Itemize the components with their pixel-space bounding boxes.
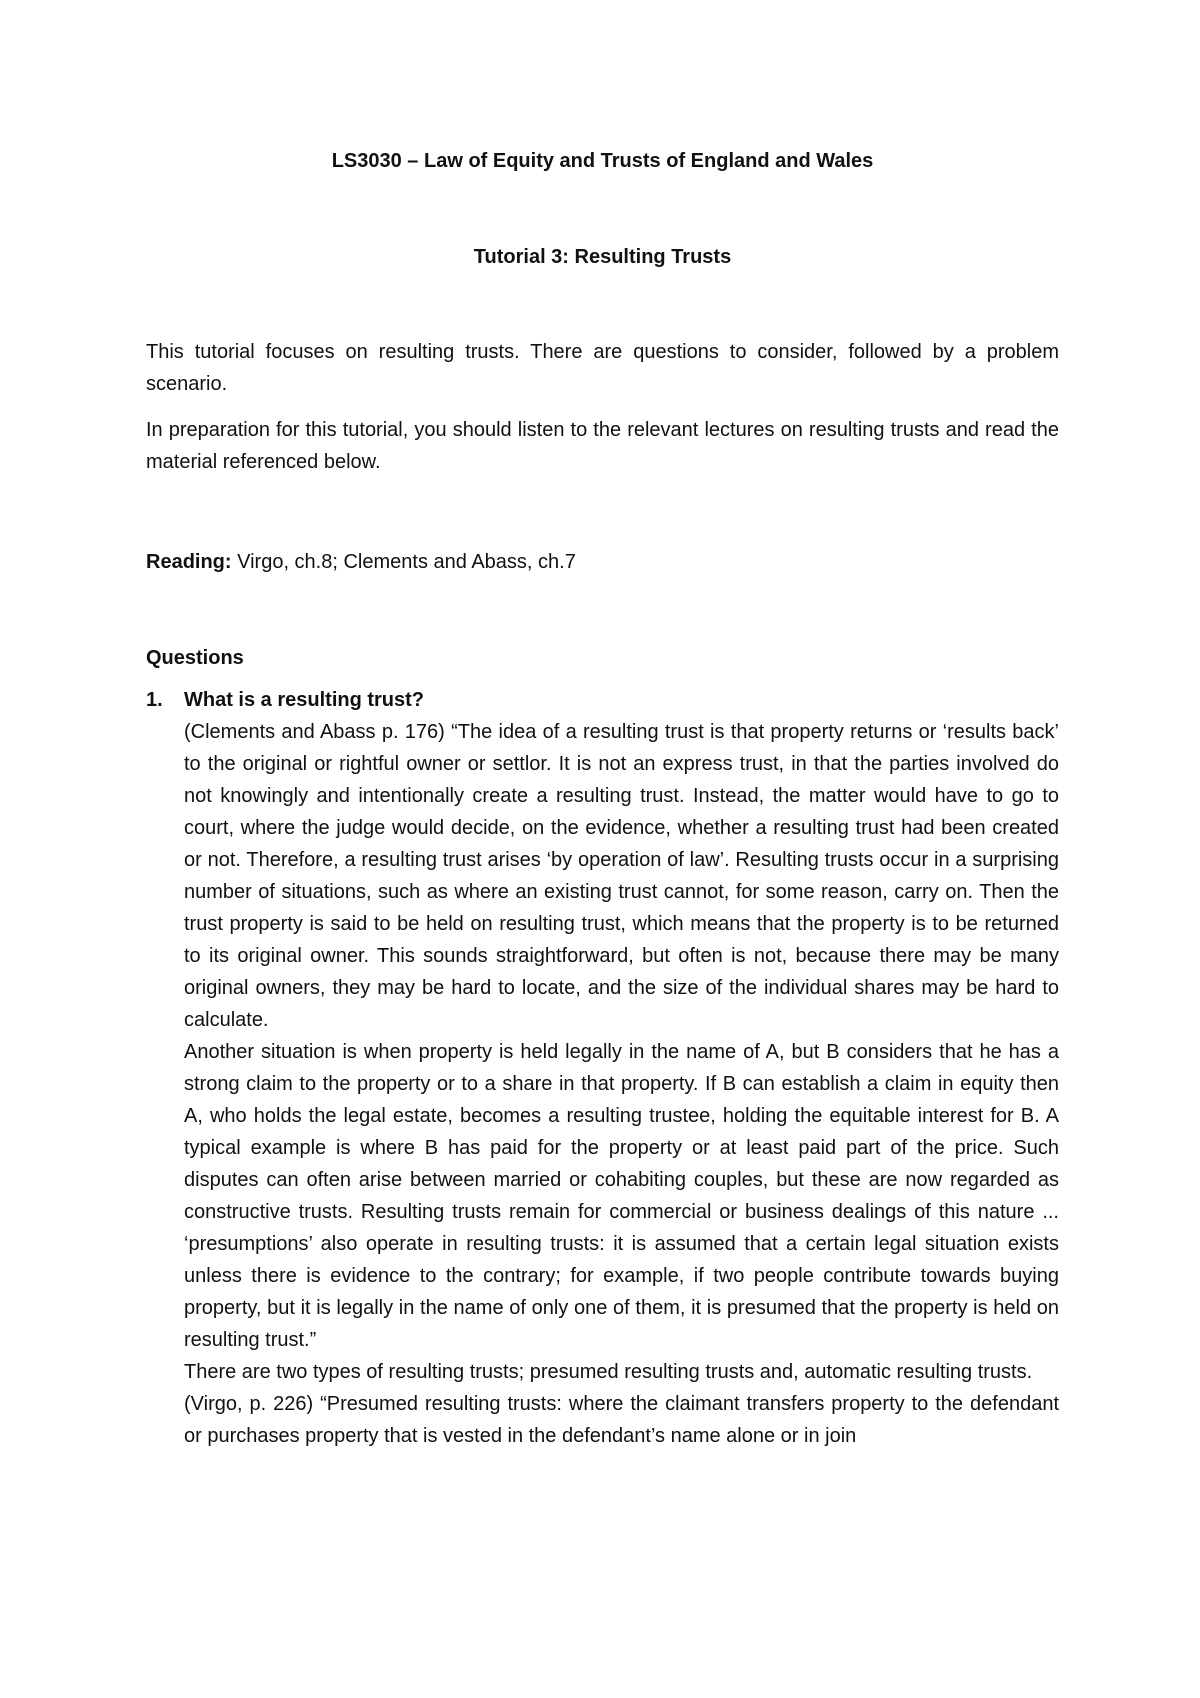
question-text: What is a resulting trust? (184, 689, 425, 711)
questions-list (146, 684, 1059, 1452)
reading-text: Virgo, ch.8; Clements and Abass, ch.7 (231, 551, 576, 573)
question-number: 1. (146, 689, 163, 711)
reading-label: Reading: (146, 551, 232, 573)
answer-paragraph: There are two types of resulting trusts; presumed resulting trusts and, automatic resulting trusts. (184, 1361, 1033, 1383)
reading-line (146, 546, 1059, 578)
questions-heading: Questions (146, 647, 244, 669)
question-item (146, 684, 1059, 1452)
intro-paragraph: In preparation for this tutorial, you should listen to the relevant lectures on resulting trusts and read the material referenced below. (146, 419, 1059, 473)
intro-paragraph: This tutorial focuses on resulting trusts. There are questions to consider, followed by a problem scenario. (146, 341, 1059, 395)
document-title: LS3030 – Law of Equity and Trusts of England and Wales (331, 150, 874, 172)
document-content (146, 146, 1059, 1452)
answer-paragraph: (Virgo, p. 226) “Presumed resulting trusts: where the claimant transfers property to the defendant or purchases property that is vested in the defendant’s name alone or in join (184, 1393, 1059, 1447)
question-answer (184, 716, 1059, 1452)
document-subtitle: Tutorial 3: Resulting Trusts (473, 246, 732, 268)
answer-paragraph: Another situation is when property is held legally in the name of A, but B considers that he has a strong claim to the property or to a share in that property. If B can establish a claim in equity then A, who holds the legal estate, becomes a resulting trustee, holding the equitable interest for B. A typical example is where B has paid for the property or at least paid part of the price. Such disputes can often arise between married or cohabiting couples, but these are now regarded as constructive trusts. Resulting trusts remain for commercial or business dealings of this nature ... ‘presumptions’ also operate in resulting trusts: it is assumed that a certain legal situation exists unless there is evidence to the contrary; for example, if two people contribute towards buying property, but it is legally in the name of only one of them, it is presumed that the property is held on resulting trust.” (184, 1041, 1059, 1351)
answer-paragraph: (Clements and Abass p. 176) “The idea of a resulting trust is that property returns or ‘results back’ to the original or rightful owner or settlor. It is not an express trust, in that the parties involved do not knowingly and intentionally create a resulting trust. Instead, the matter would have to go to court, where the judge would decide, on the evidence, whether a resulting trust had been created or not. Therefore, a resulting trust arises ‘by operation of law’. Resulting trusts occur in a surprising number of situations, such as where an existing trust cannot, for some reason, carry on. Then the trust property is said to be held on resulting trust, which means that the property is to be returned to its original owner. This sounds straightforward, but often is not, because there may be many original owners, they may be hard to locate, and the size of the individual shares may be hard to calculate. (184, 721, 1059, 1031)
